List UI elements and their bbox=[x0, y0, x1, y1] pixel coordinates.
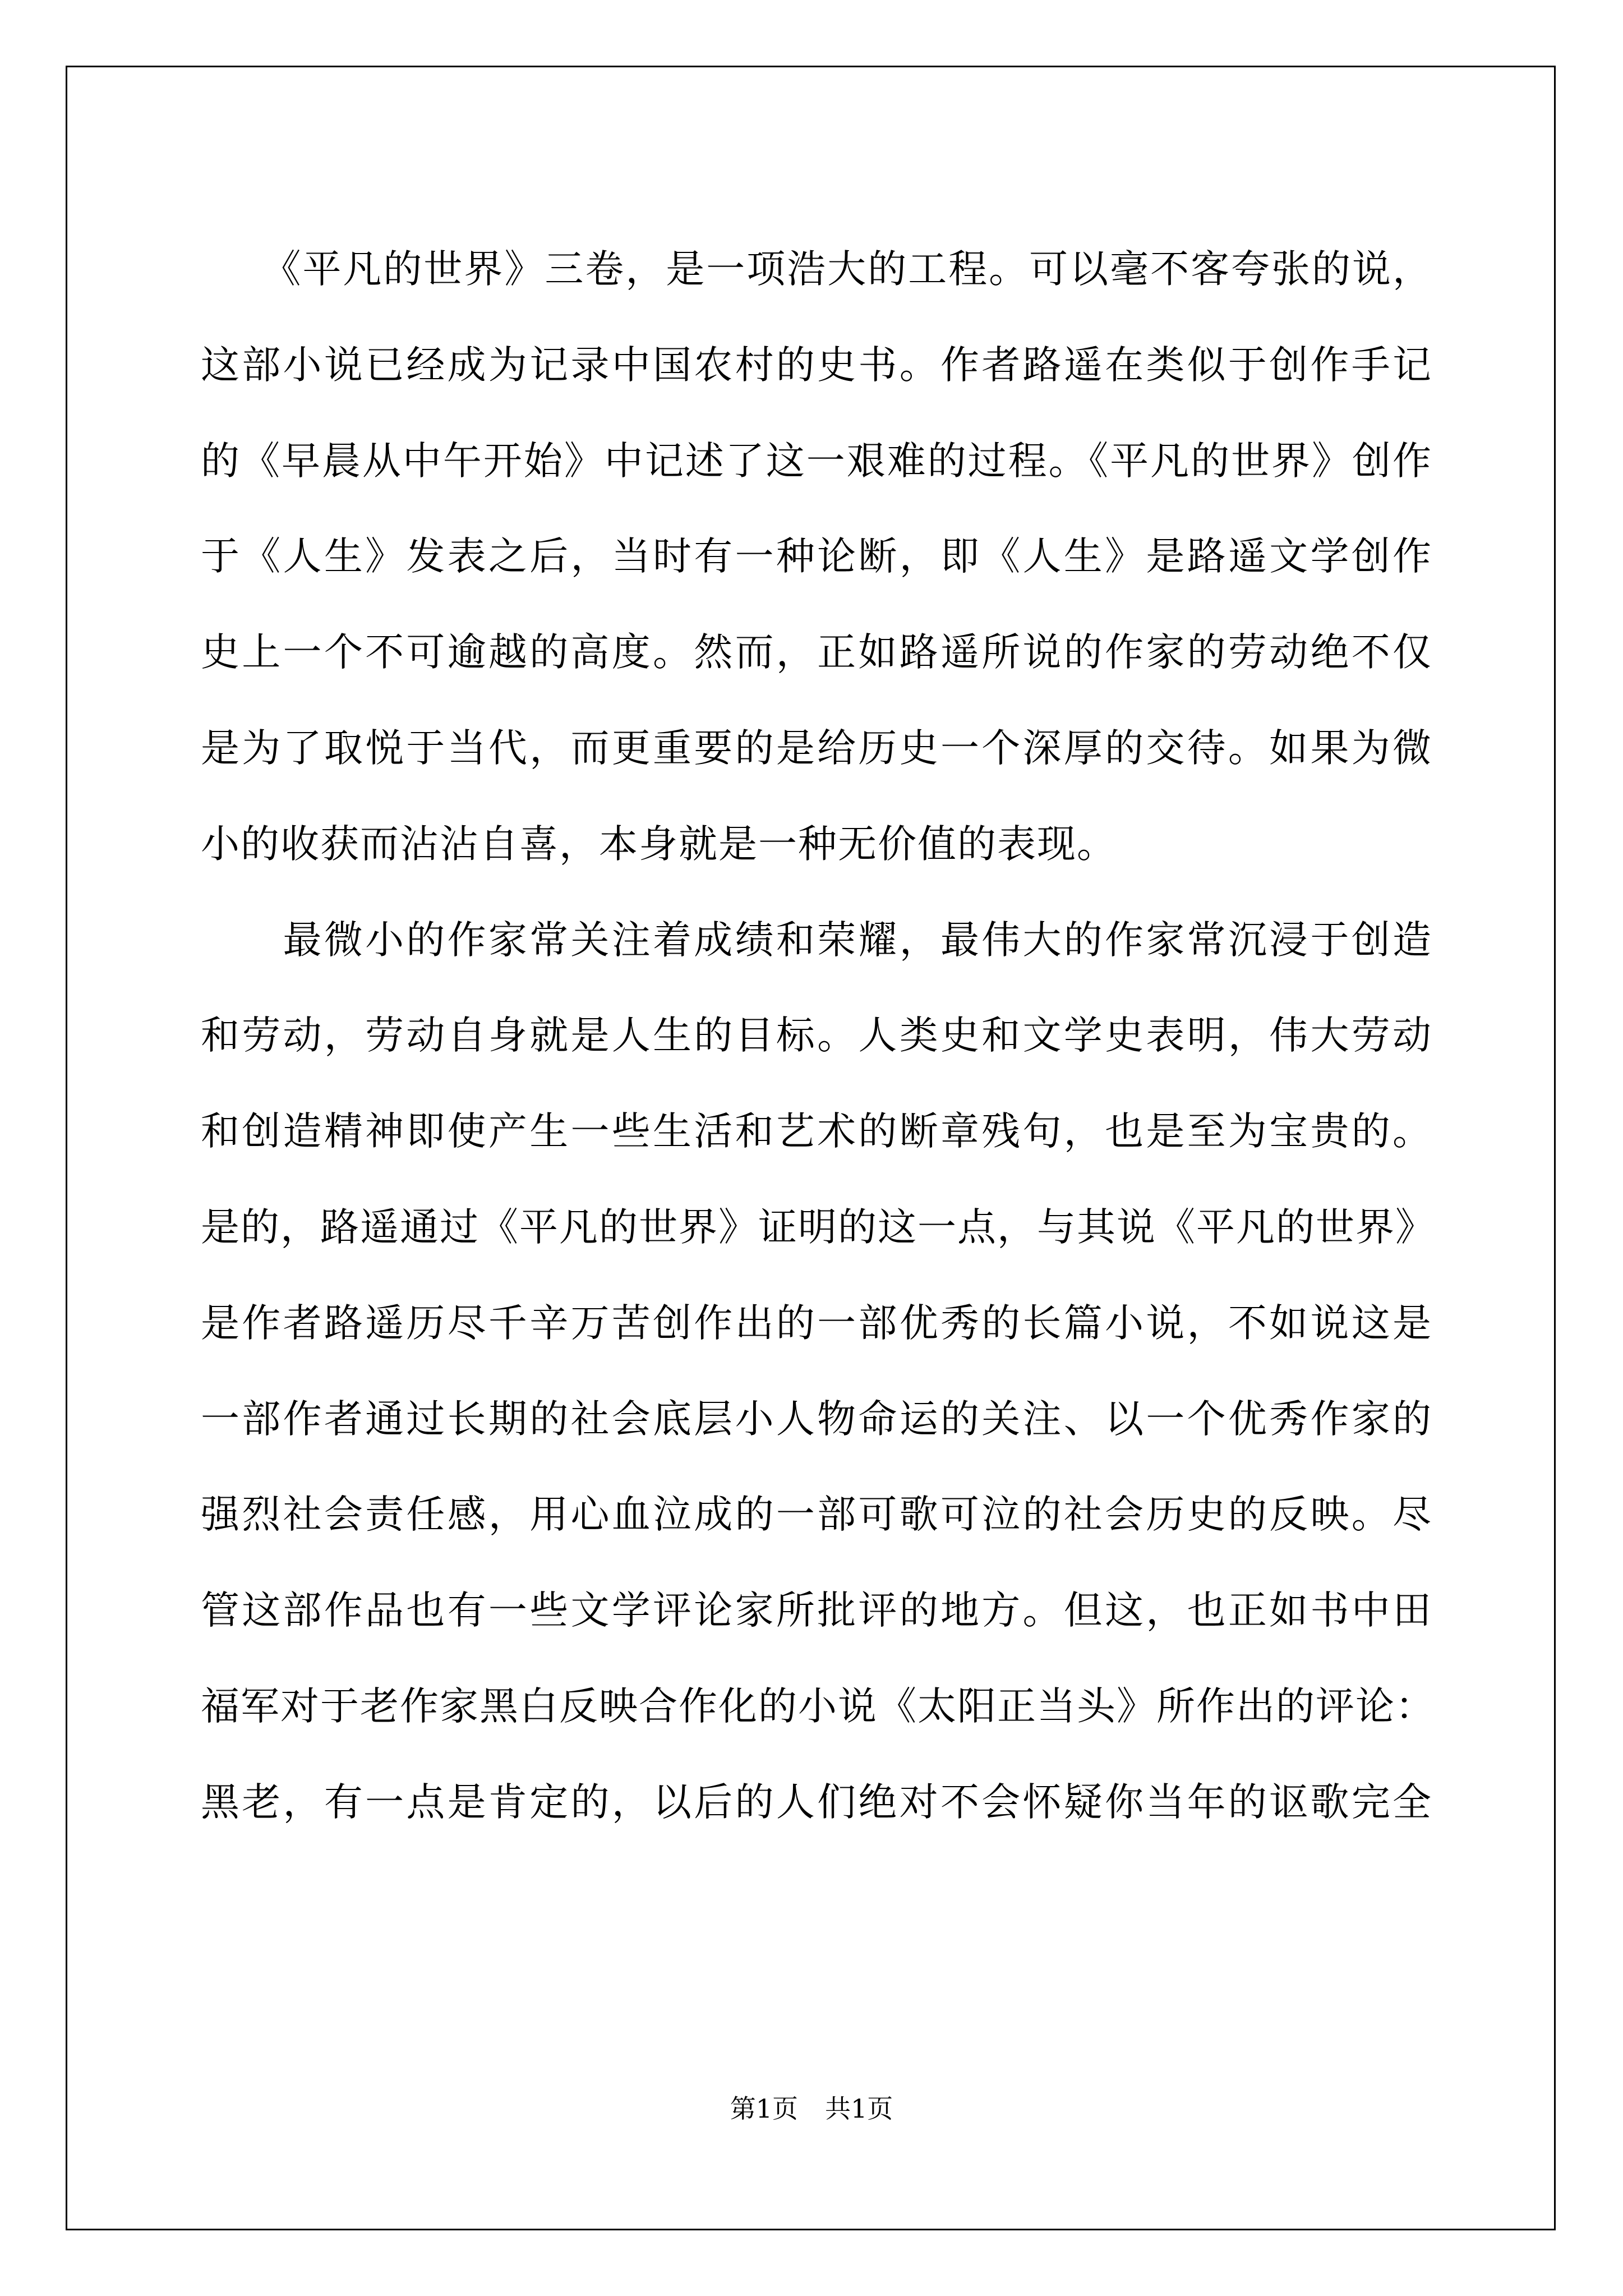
body-line-3: 的《早晨从中午开始》中记述了这一艰难的过程。《平凡的世界》创作 bbox=[201, 438, 1432, 484]
body-line-7: 小的收获而沾沾自喜，本身就是一种无价值的表现。 bbox=[201, 821, 1117, 867]
body-line-15: 管这部作品也有一些文学评论家所批评的地方。但这，也正如书中田 bbox=[201, 1588, 1432, 1634]
body-line-12: 是作者路遥历尽千辛万苦创作出的一部优秀的长篇小说，不如说这是 bbox=[201, 1300, 1432, 1346]
body-line-8: 最微小的作家常关注着成绩和荣耀，最伟大的作家常沉浸于创造 bbox=[201, 917, 1432, 963]
body-line-10: 和创造精神即使产生一些生活和艺术的断章残句，也是至为宝贵的。 bbox=[201, 1109, 1432, 1154]
body-line-11: 是的，路遥通过《平凡的世界》证明的这一点，与其说《平凡的世界》 bbox=[201, 1204, 1435, 1250]
body-line-4: 于《人生》发表之后，当时有一种论断，即《人生》是路遥文学创作 bbox=[201, 534, 1432, 579]
body-line-1: 《平凡的世界》三卷，是一项浩大的工程。可以毫不客夸张的说， bbox=[201, 247, 1432, 292]
body-line-9: 和劳动，劳动自身就是人生的目标。人类史和文学史表明，伟大劳动 bbox=[201, 1013, 1432, 1059]
body-line-16: 福军对于老作家黑白反映合作化的小说《太阳正当头》所作出的评论： bbox=[201, 1683, 1435, 1729]
page-number-total: 共1页 bbox=[825, 2093, 893, 2124]
body-line-5: 史上一个不可逾越的高度。然而，正如路遥所说的作家的劳动绝不仅 bbox=[201, 630, 1432, 675]
body-line-2: 这部小说已经成为记录中国农村的史书。作者路遥在类似于创作手记 bbox=[201, 342, 1432, 388]
body-line-13: 一部作者通过长期的社会底层小人物命运的关注、以一个优秀作家的 bbox=[201, 1396, 1432, 1442]
body-line-6: 是为了取悦于当代，而更重要的是给历史一个深厚的交待。如果为微 bbox=[201, 725, 1432, 771]
body-line-14: 强烈社会责任感，用心血泣成的一部可歌可泣的社会历史的反映。尽 bbox=[201, 1492, 1432, 1538]
page-number-current: 第1页 bbox=[730, 2093, 798, 2124]
body-line-17: 黑老，有一点是肯定的，以后的人们绝对不会怀疑你当年的讴歌完全 bbox=[201, 1779, 1432, 1825]
page-footer bbox=[0, 2092, 1623, 2125]
document-body bbox=[201, 222, 1435, 1851]
